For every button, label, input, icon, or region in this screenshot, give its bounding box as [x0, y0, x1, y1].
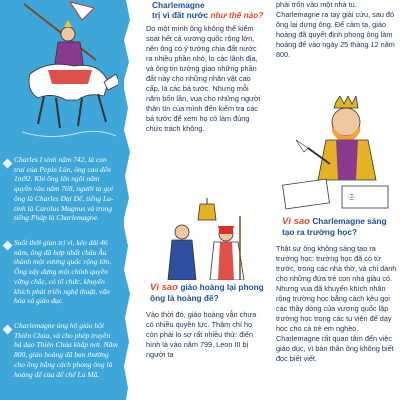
sidebar-paragraph-3: Charlemagne ủng hộ giáo hội Thiên Chúa, và cho phép truyền bá đạo Thiên Chúa khắp nơi. Năm 800, giáo hoàng đã ban thưởng cho ông bằng cách phong ông là hoàng đế của đế chế La Mã.	[14, 321, 118, 379]
heading-how-reign: Charlemagne trị vì đất nước như thế nào?	[152, 0, 264, 20]
middle-column	[130, 0, 268, 400]
sidebar-column	[0, 0, 124, 400]
heading-why-pope: Vì sao giáo hoàng lại phong ông là hoàng đế?	[150, 282, 264, 303]
svg-text:𝔖: 𝔖	[348, 193, 355, 203]
teaching-king-illustration	[278, 96, 396, 214]
knight-on-horse-illustration	[8, 0, 122, 148]
paragraph-how-reign: Do một mình ông không thể kiểm soát hết cả vương quốc rộng lớn, nên ông có ý tưởng chia đất nước ra nhiều phần nhỏ, lo các lãnh địa, và ông tin tưởng giao những phần đất này cho những nhân vật cao cấp, là các bá tước. Nhưng mỗi năm bốn lần, vua cho những người thân tín của mình đến kiểm tra các bá tước để xem họ có làm đúng chức trách không.	[146, 24, 261, 133]
sidebar-paragraph-1: Charles I sinh năm 742, là con trai của Pepin Lùn, ông cao đến 1m92. Khi ông lên ngôi năm quyền vào năm 768, người ta gọi ông là Charles Đại Đế, tiếng La-tinh là Carolus Magnus và trong tiếng Pháp là Charlemagne.	[14, 155, 114, 223]
sidebar-paragraph-2: Suốt thời gian trị vì, kéo dài 46 năm, ông đã hợp nhất châu Âu thành một vương quốc rộng lớn. Ông xây dựng một chính quyền vững chắc, có tổ chức, khuyến khích phát triển nghệ thuật, văn hóa và giáo dục.	[14, 238, 112, 306]
paragraph-why-pope: Vào thời đó, giáo hoàng vẫn chưa có nhiều quyền lực. Thậm chí họ còn phải lo sợ rất nhiều thứ: điển hình là vào năm 799, Leon III bị người ta	[146, 310, 257, 359]
heading-why-school: Vì sao Charlemagne sáng tạo ra trường học?	[282, 216, 387, 237]
right-column	[268, 0, 400, 400]
paragraph-why-school: Thật sự ông không sáng tạo ra trường học: trường học đã có từ trước, trong các nhà thờ, và chỉ dành cho những đứa trẻ con nhà giàu có. Nhưng vua đã khuyến khích nhân rộng trường học bằng cách kêu gọi các thầy dòng của vương quốc lập trường học trong các tu viện để dạy học cho cả trẻ em nghèo. Charlemagne rất quan tâm đến việc giáo dục, vì bản thân ông không biết đọc biết viết.	[276, 244, 397, 363]
pope-crowning-illustration	[152, 196, 260, 280]
paragraph-pope-rescue: phải trốn vào một nhà tu. Charlemagne ra tay giải cứu, sau đó ông lại dựng ông. Để cảm tạ, giáo hoàng đã quyết định phong ông làm hoàng đế vào ngày 25 tháng 12 năm 800.	[276, 0, 395, 59]
